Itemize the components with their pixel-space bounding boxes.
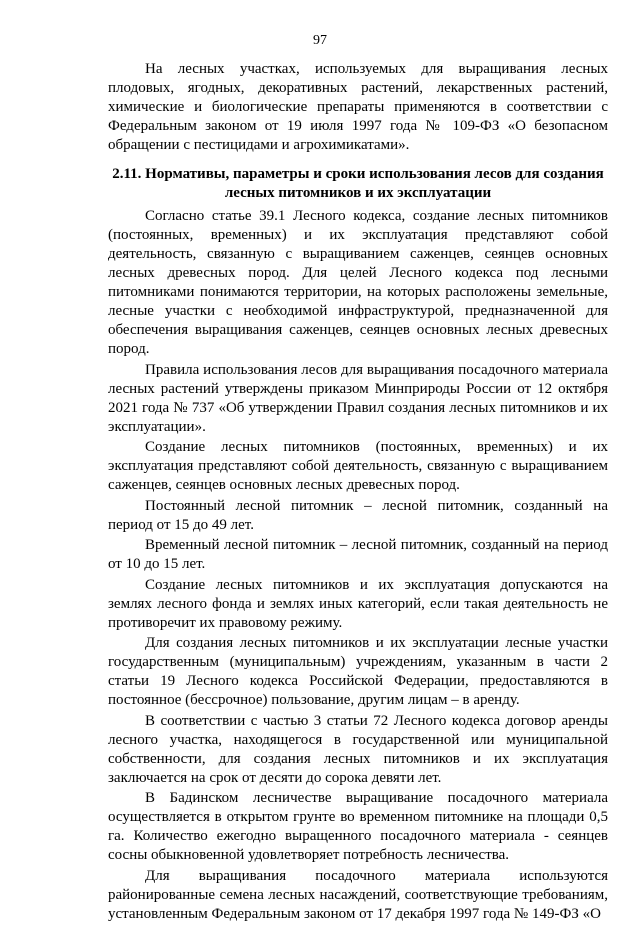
paragraph-6: Создание лесных питомников и их эксплуатация допускаются на землях лесного фонда и землях иных категорий, если такая деятельность не противоречит их правовому режиму. xyxy=(108,576,608,631)
paragraph-2: Правила использования лесов для выращивания посадочного материала лесных растений утверждены приказом Минприроды России от 12 октября 2021 года № 737 «Об утверждении Правил создания лесных питомников и их эксплуатации». xyxy=(108,361,608,435)
intro-paragraph: На лесных участках, используемых для выращивания лесных плодовых, ягодных, декоративных растений, лекарственных растений, химические и биологические препараты применяются в соответствии с Федеральным законом от 19 июля 1997 года № 109-ФЗ «О безопасном обращении с пестицидами и агрохимикатами». xyxy=(108,61,608,153)
page-number: 97 xyxy=(313,33,327,48)
document-body xyxy=(108,60,608,925)
paragraph-4: Постоянный лесной питомник – лесной питомник, созданный на период от 15 до 49 лет. xyxy=(108,497,608,533)
paragraph-8: В соответствии с частью 3 статьи 72 Лесного кодекса договор аренды лесного участка, находящегося в государственной или муниципальной собственности, для создания лесных питомников и их эксплуатация заключается на срок от десяти до сорока девяти лет. xyxy=(108,712,608,786)
section-heading: 2.11. Нормативы, параметры и сроки использования лесов для создания лесных питомников и их эксплуатации xyxy=(112,166,604,201)
paragraph-1: Согласно статье 39.1 Лесного кодекса, создание лесных питомников (постоянных, временных) и их эксплуатация представляют собой деятельность, связанную с выращиванием саженцев, сеянцев основных лесных древесных пород. Для целей Лесного кодекса под лесными питомниками понимаются территории, на которых расположены земельные, лесные участки с необходимой инфраструктурой, предназначенной для обеспечения выращивания саженцев, сеянцев основных лесных древесных пород. xyxy=(108,208,608,357)
paragraph-10: Для выращивания посадочного материала используются районированные семена лесных насаждений, соответствующие требованиям, установленным Федеральным законом от 17 декабря 1997 года № 149-ФЗ «О xyxy=(108,867,608,922)
paragraph-5: Временный лесной питомник – лесной питомник, созданный на период от 10 до 15 лет. xyxy=(108,537,608,572)
paragraph-7: Для создания лесных питомников и их эксплуатации лесные участки государственным (муниципальным) учреждениям, указанным в части 2 статьи 19 Лесного кодекса Российской Федерации, предоставляются в постоянное (бессрочное) пользование, другим лицам – в аренду. xyxy=(108,635,608,708)
paragraph-9: В Бадинском лесничестве выращивание посадочного материала осуществляется в открытом грунте во временном питомнике на площади 0,5 га. Количество ежегодно выращенного посадочного материала - сеянцев сосны обыкновенной удовлетворяет потребность лесничества. xyxy=(108,790,608,863)
paragraph-3: Создание лесных питомников (постоянных, временных) и их эксплуатация представляют собой деятельность, связанную с выращиванием саженцев, сеянцев основных лесных древесных пород. xyxy=(108,439,608,493)
